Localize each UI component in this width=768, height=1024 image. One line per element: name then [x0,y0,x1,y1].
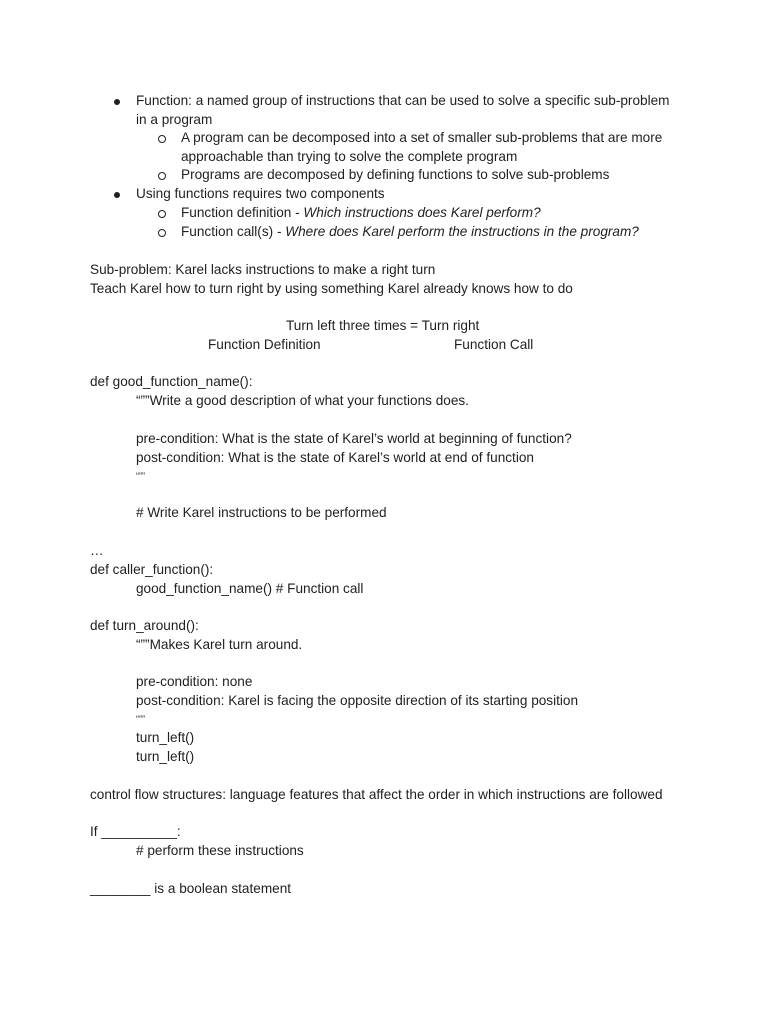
code-turn-left-1: turn_left() [136,730,195,745]
definition-question: Which instructions does Karel perform? [303,205,541,220]
sub-bullet-decompose-line2: approachable than trying to solve the complete program [181,149,518,164]
control-flow-definition: control flow structures: language features that affect the order in which instructions are followed [90,787,663,802]
bullet-dot-icon [114,192,120,198]
sub-problem-text: Sub-problem: Karel lacks instructions to make a right turn [90,262,436,277]
sub-bullet-decompose-line1: A program can be decomposed into a set of smaller sub-problems that are more [181,130,663,145]
code-turn-left-2: turn_left() [136,749,195,764]
bullet-using-functions: Using functions requires two components [136,186,385,201]
turn-left-equation: Turn left three times = Turn right [286,318,480,333]
if-statement: If __________: [90,824,181,839]
code-call-line: good_function_name() # Function call [136,581,364,596]
call-question: Where does Karel perform the instructions in the program? [285,224,639,239]
code-ellipsis: … [90,543,104,558]
sub-bullet-programs: Programs are decomposed by defining functions to solve sub-problems [181,167,610,182]
bullet-dot-icon [114,99,120,105]
code-pre-condition: pre-condition: What is the state of Karel’s world at beginning of function? [136,431,572,446]
code-docstring-end-2: “”” [136,714,145,724]
sub-bullet-circle-icon [158,172,166,180]
sub-bullet-circle-icon [158,135,166,143]
code-post-condition: post-condition: What is the state of Karel’s world at end of function [136,450,534,465]
code-def-caller: def caller_function(): [90,562,214,577]
code-docstring-start: “””Write a good description of what your functions does. [136,393,469,408]
perform-instructions-comment: # perform these instructions [136,843,304,858]
call-text: Function call(s) - [181,224,286,239]
code-post-condition-opposite: post-condition: Karel is facing the opposite direction of its starting position [136,693,579,708]
teach-karel-text: Teach Karel how to turn right by using something Karel already knows how to do [90,281,573,296]
code-docstring-end: “”” [136,471,145,481]
bullet-function-line2: in a program [136,112,213,127]
code-def-good-function: def good_function_name(): [90,374,253,389]
boolean-statement-text: ________ is a boolean statement [90,881,292,896]
sub-bullet-circle-icon [158,229,166,237]
sub-bullet-definition [181,204,541,223]
sub-bullet-call [181,223,639,242]
code-def-turn-around: def turn_around(): [90,618,199,633]
function-call-label: Function Call [454,337,534,352]
sub-bullet-circle-icon [158,210,166,218]
definition-text: Function definition - [181,205,304,220]
code-docstring-turn-around: “””Makes Karel turn around. [136,637,303,652]
code-comment-write: # Write Karel instructions to be performed [136,505,387,520]
function-definition-label: Function Definition [208,337,321,352]
bullet-function-line1: Function: a named group of instructions that can be used to solve a specific sub-problem [136,93,670,108]
code-pre-condition-none: pre-condition: none [136,674,253,689]
